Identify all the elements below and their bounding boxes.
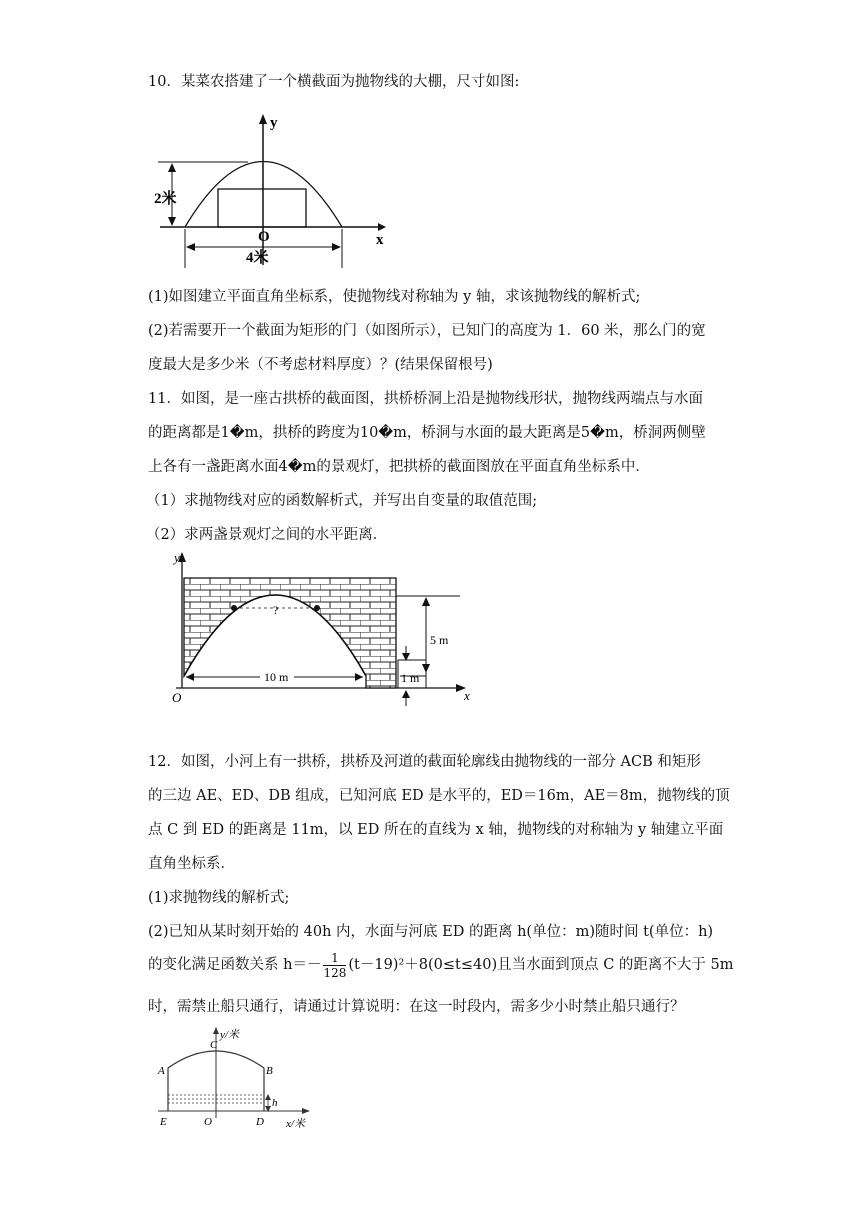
q12-b-label: B — [266, 1065, 273, 1077]
q12-d-label: D — [256, 1116, 264, 1128]
q12-part2-line1: (2)已知从某时刻开始的 40h 内，水面与河底 ED 的距离 h(单位：m)随时间 t(单位：h) — [148, 924, 714, 940]
q10-figure — [150, 110, 410, 276]
q11-part1: （1）求抛物线对应的函数解析式，并写出自变量的取值范围; — [146, 493, 538, 509]
q10-x-arrow — [378, 223, 386, 231]
q11-lamp-left — [231, 605, 237, 611]
q10-part2-line2: 度最大是多少米（不考虑材料厚度）？(结果保留根号) — [148, 357, 493, 373]
q12-part2-line3: 时，需禁止船只通行，请通过计算说明：在这一时段内，需多少小时禁止船只通行？ — [148, 999, 685, 1015]
q12-fraction — [323, 951, 346, 980]
q12-a-label: A — [158, 1065, 165, 1077]
q12-line3: 点 C 到 ED 的距离是 11m，以 ED 所在的直线为 x 轴，抛物线的对称轴为 y 轴建立平面 — [148, 822, 724, 838]
q12-c-label: C — [210, 1039, 218, 1051]
q12-figure — [148, 1024, 328, 1138]
q12-formula-prefix: 的变化满足函数关系 h＝－ — [148, 957, 322, 973]
q12-fraction-numerator: 1 — [323, 951, 346, 966]
q10-y-arrow — [259, 114, 267, 124]
q12-h-label: h — [272, 1097, 278, 1109]
q11-line2: 的距离都是1�m，拱桥的跨度为10�m，桥洞与水面的最大距离是5�m，桥洞两侧壁 — [148, 425, 706, 441]
q12-e-label: E — [160, 1116, 167, 1128]
q11-part2: （2）求两盏景观灯之间的水平距离． — [146, 527, 388, 543]
q11-line1: 11．如图，是一座古拱桥的截面图，拱桥桥洞上沿是抛物线形状，抛物线两端点与水面 — [148, 391, 703, 407]
q12-line2: 的三边 AE、ED、DB 组成，已知河底 ED 是水平的，ED＝16m，AE＝8m，抛物线的顶 — [148, 788, 730, 804]
q11-h5-label: 5 m — [430, 633, 449, 647]
q12-line4: 直角坐标系． — [148, 856, 235, 872]
q10-part1: (1)如图建立平面直角坐标系，使抛物线对称轴为 y 轴，求该抛物线的解析式; — [148, 289, 641, 305]
q10-part2-line1: (2)若需要开一个截面为矩形的门（如图所示），已知门的高度为 1．60 米，那么门的宽 — [148, 323, 706, 339]
q12-part1: (1)求抛物线的解析式; — [148, 890, 290, 906]
q11-question-mark: ? — [273, 603, 279, 617]
q10-x-label: x — [376, 232, 384, 248]
q10-y-label: y — [270, 115, 278, 131]
q10-width-label: 4米 — [246, 250, 269, 266]
q12-formula-suffix: (t－19)²＋8(0≤t≤40)且当水面到顶点 C 的距离不大于 5m — [348, 957, 734, 973]
q12-x-label: x/米 — [286, 1118, 305, 1130]
q11-x-label: x — [464, 688, 470, 703]
q11-y-label: y — [174, 550, 180, 565]
q12-o-label: O — [204, 1116, 212, 1128]
q12-y-label: y/米 — [220, 1029, 239, 1041]
q11-span-label: 10 m — [264, 670, 289, 684]
q11-h1-label: 1 m — [401, 671, 420, 685]
q11-figure — [160, 548, 480, 712]
q10-height-label: 2米 — [154, 191, 177, 207]
q12-line1: 12．如图，小河上有一拱桥，拱桥及河道的截面轮廓线由抛物线的一部分 ACB 和矩形 — [148, 754, 701, 770]
q12-fraction-denominator: 128 — [323, 965, 347, 980]
q12-part2-line2 — [148, 950, 734, 980]
q10-origin-label: O — [258, 229, 270, 245]
q11-lamp-right — [314, 605, 320, 611]
q11-origin-label: O — [172, 690, 182, 705]
q10-title: 10．某菜农搭建了一个横截面为抛物线的大棚，尺寸如图: — [148, 74, 520, 90]
q10-door-rect — [218, 189, 306, 227]
q11-line3: 上各有一盏距离水面4�m的景观灯，把拱桥的截面图放在平面直角坐标系中． — [148, 459, 650, 475]
